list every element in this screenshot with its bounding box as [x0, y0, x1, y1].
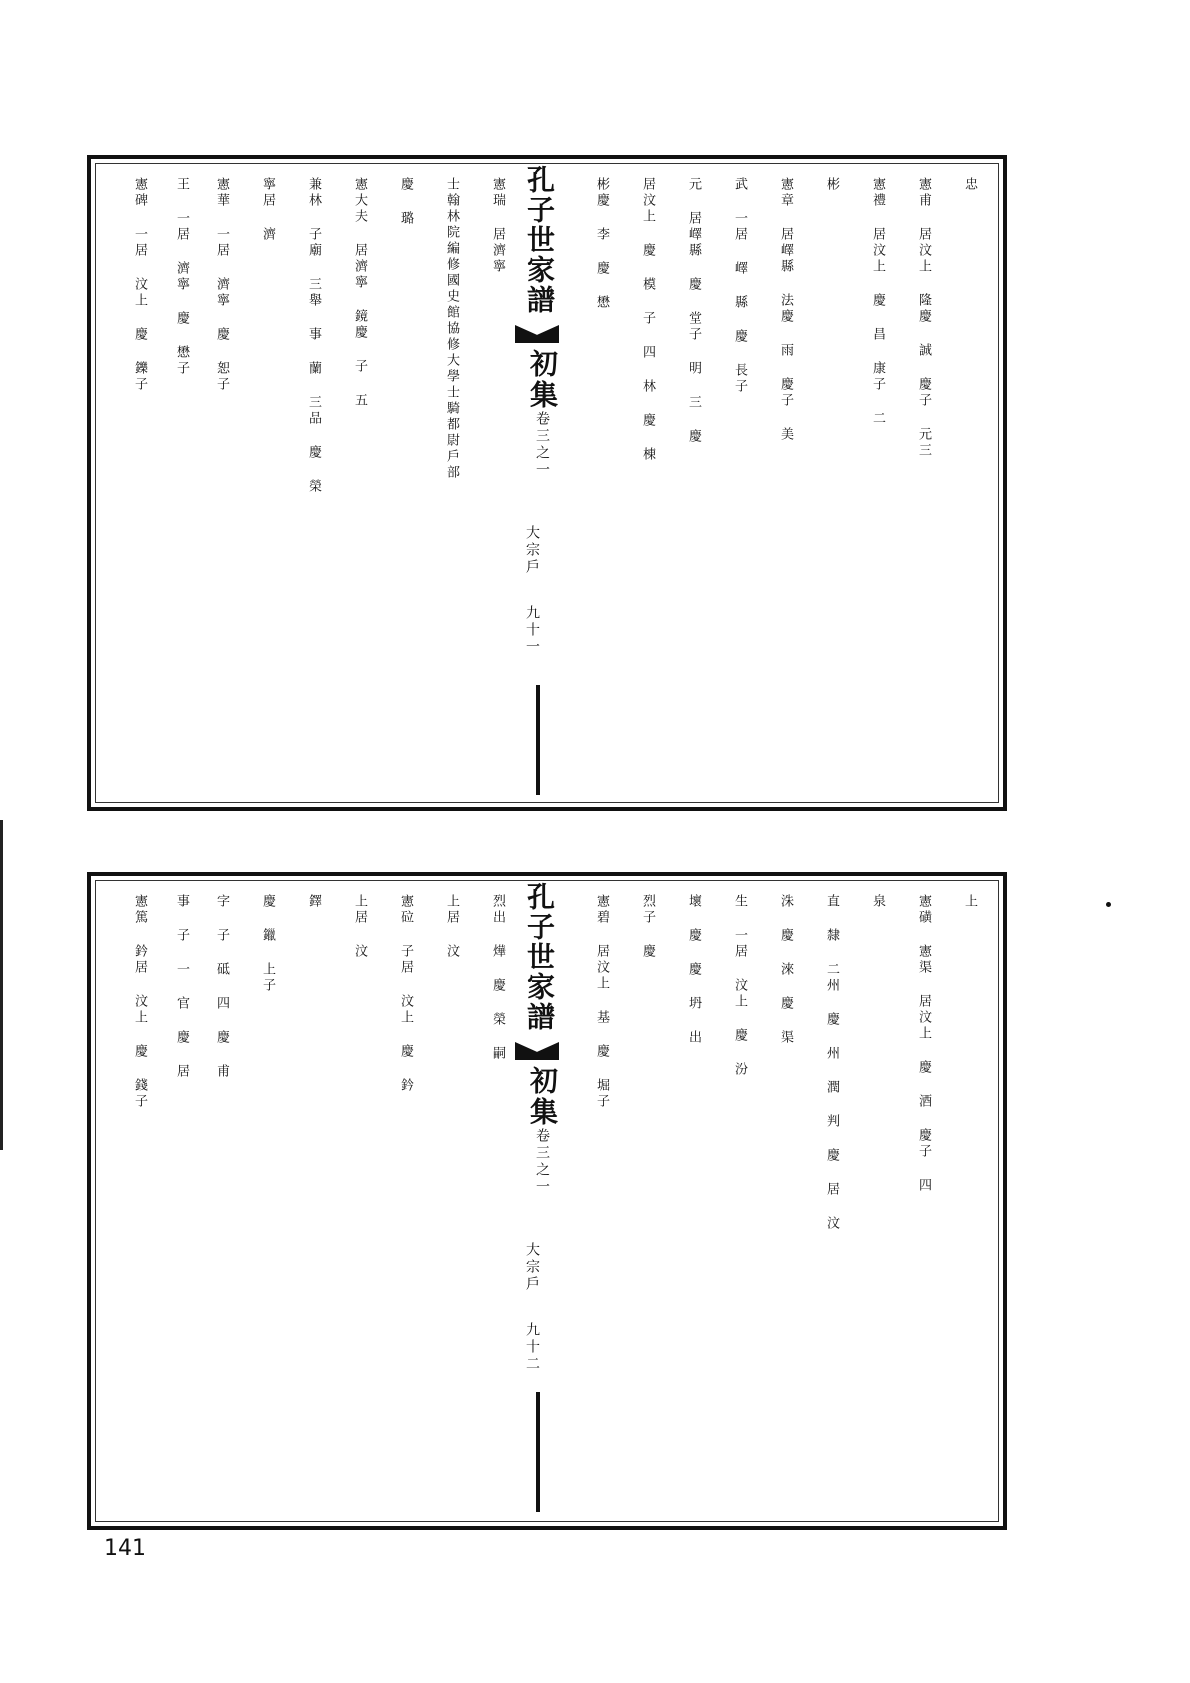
leaf-number: 九十一 — [524, 605, 540, 656]
column-text: 元 居嶧縣 慶 堂子 明 三 慶 — [686, 177, 701, 445]
text-column — [277, 894, 323, 910]
column-text: 慶 鑞 上子 — [260, 894, 275, 994]
text-column — [231, 894, 277, 994]
text-column — [703, 894, 749, 1078]
text-column — [323, 894, 369, 960]
column-text: 武 一居 嶧 縣 慶 長子 — [732, 177, 747, 395]
text-column — [749, 177, 795, 443]
text-column — [841, 894, 887, 910]
text-column — [933, 177, 979, 193]
text-column — [185, 177, 231, 393]
column-text: 憲碑 一居 汶上 慶 鑠子 — [132, 177, 147, 393]
text-column — [841, 177, 887, 427]
column-text: 烈出 燁 慶 榮 嗣 — [490, 894, 505, 1062]
page-number: 141 — [104, 1536, 146, 1561]
text-column — [415, 177, 461, 481]
column-text: 士翰林院編修國史館協修大學士騎都尉戶部 — [444, 177, 459, 481]
text-column — [185, 894, 231, 1080]
top-page-frame — [87, 155, 1007, 811]
fish-tail-mark — [515, 1042, 559, 1060]
text-column — [657, 177, 703, 445]
column-text: 慶 璐 — [398, 177, 413, 227]
text-column — [887, 177, 933, 459]
text-column — [369, 894, 415, 1094]
text-column — [749, 894, 795, 1046]
column-text: 寧居 濟 — [260, 177, 275, 243]
scan-edge-mark — [0, 820, 3, 1150]
text-column — [323, 177, 369, 409]
column-text: 兼林 子廟 三舉 事 蘭 三品 慶 榮 — [306, 177, 321, 495]
text-column — [103, 177, 149, 393]
center-gutter — [509, 882, 569, 1512]
house-label: 大宗戶 — [524, 1242, 540, 1293]
column-text: 居汶上 慶 模 子 四 林 慶 棟 — [640, 177, 655, 463]
column-text: 洙 慶 淶 慶 渠 — [778, 894, 793, 1046]
text-column — [461, 177, 507, 275]
column-text: 泉 — [870, 894, 885, 910]
scan-dust-dot — [1106, 902, 1111, 907]
column-text: 憲磺 憲渠 居汶上 慶 酒 慶子 四 — [916, 894, 931, 1194]
center-rule — [536, 685, 540, 795]
column-text: 王 一居 濟寧 慶 懋子 — [174, 177, 189, 377]
text-column — [611, 177, 657, 463]
text-column — [369, 177, 415, 227]
column-text: 憲甫 居汶上 隆慶 誠 慶子 元三 — [916, 177, 931, 459]
book-title: 孔子世家譜 — [523, 165, 556, 315]
text-column — [565, 894, 611, 1110]
center-gutter — [509, 165, 569, 795]
leaf-number: 九十二 — [524, 1322, 540, 1373]
text-column — [231, 177, 277, 243]
series-name: 初集 — [526, 349, 559, 411]
volume-label: 卷三之一 — [534, 411, 550, 479]
text-column — [461, 894, 507, 1062]
text-column — [145, 177, 191, 377]
volume-block — [522, 349, 562, 479]
text-column — [703, 177, 749, 395]
column-text: 上居 汶 — [352, 894, 367, 960]
volume-label: 卷三之一 — [534, 1128, 550, 1196]
text-column — [795, 894, 841, 1232]
column-text: 忠 — [962, 177, 977, 193]
volume-block — [522, 1066, 562, 1196]
column-text: 憲華 一居 濟寧 慶 恕子 — [214, 177, 229, 393]
text-column — [611, 894, 657, 960]
column-text: 生 一居 汶上 慶 汾 — [732, 894, 747, 1078]
column-text: 憲碧 居汶上 基 慶 堀子 — [594, 894, 609, 1110]
text-column — [565, 177, 611, 311]
column-text: 憲瑞 居濟寧 — [490, 177, 505, 275]
bottom-page-frame — [87, 872, 1007, 1530]
text-column — [415, 894, 461, 960]
column-text: 字 子 砥 四 慶 甫 — [214, 894, 229, 1080]
text-column — [145, 894, 191, 1080]
column-text: 彬慶 李 慶 懋 — [594, 177, 609, 311]
text-column — [657, 894, 703, 1046]
column-text: 憲篤 鈐居 汶上 慶 錢子 — [132, 894, 147, 1110]
column-text: 事 子 一 官 慶 居 — [174, 894, 189, 1080]
book-title: 孔子世家譜 — [523, 882, 556, 1032]
text-column — [887, 894, 933, 1194]
column-text: 彬 — [824, 177, 839, 193]
column-text: 上 — [962, 894, 977, 910]
column-text: 上居 汶 — [444, 894, 459, 960]
text-column — [277, 177, 323, 495]
column-text: 鐸 — [306, 894, 321, 910]
house-label: 大宗戶 — [524, 525, 540, 576]
center-rule — [536, 1392, 540, 1512]
column-text: 壞 慶 慶 坍 出 — [686, 894, 701, 1046]
fish-tail-mark — [515, 325, 559, 343]
column-text: 憲禮 居汶上 慶 昌 康子 二 — [870, 177, 885, 427]
column-text: 烈子 慶 — [640, 894, 655, 960]
column-text: 憲砬 子居 汶上 慶 鈐 — [398, 894, 413, 1094]
series-name: 初集 — [526, 1066, 559, 1128]
text-column — [795, 177, 841, 193]
column-text: 憲大夫 居濟寧 鏡慶 子 五 — [352, 177, 367, 409]
text-column — [933, 894, 979, 910]
column-text: 憲章 居嶧縣 法慶 雨 慶子 美 — [778, 177, 793, 443]
column-text: 直 隸 二州 慶 州 潤 判 慶 居 汶 — [824, 894, 839, 1232]
text-column — [103, 894, 149, 1110]
